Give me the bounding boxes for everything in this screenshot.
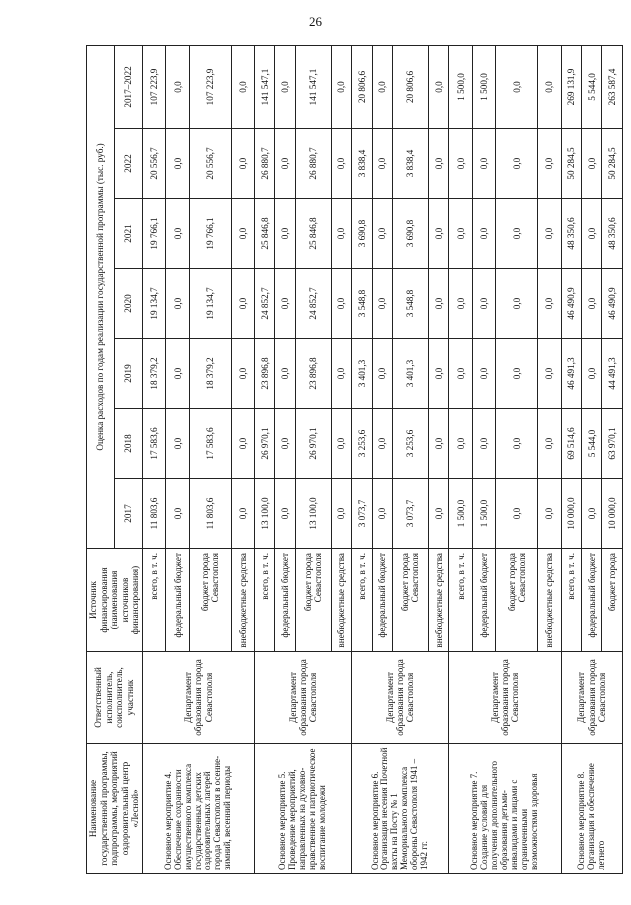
amount-cell: 26 880,7: [255, 129, 275, 199]
funding-source: внебюджетные средства: [428, 549, 448, 652]
amount-cell: 0,0: [428, 129, 448, 199]
amount-cell: 18 379,2: [142, 339, 165, 409]
amount-cell: 0,0: [449, 339, 472, 409]
header-year: 2022: [114, 129, 142, 199]
amount-cell: 46 490,9: [602, 269, 623, 339]
amount-cell: 0,0: [428, 269, 448, 339]
header-expense-estimate: Оценка расходов по годам реализации государственной программы (тыс. руб.): [87, 45, 115, 548]
amount-cell: 141 547,1: [255, 45, 275, 128]
activity-name: Основное мероприятие 7. Создание условий для получения дополнительного образования детьми-инвалидами и лицами с ограниченными возможностями здоровья: [449, 744, 561, 874]
amount-cell: 13 100,0: [295, 479, 331, 549]
table-row: [449, 45, 472, 873]
amount-cell: 20 556,7: [189, 129, 231, 199]
amount-cell: 0,0: [496, 45, 538, 128]
amount-cell: 69 514,6: [561, 409, 581, 479]
rotated-table-area: [86, 46, 617, 874]
amount-cell: 0,0: [428, 339, 448, 409]
funding-source: бюджет города Севастополя: [189, 549, 231, 652]
amount-cell: 0,0: [472, 269, 495, 339]
responsible-executor: Департамент образования города Севастополя: [352, 652, 449, 744]
amount-cell: 0,0: [166, 339, 189, 409]
amount-cell: 0,0: [166, 409, 189, 479]
amount-cell: 23 896,8: [255, 339, 275, 409]
amount-cell: 0,0: [166, 479, 189, 549]
responsible-executor: Департамент образования города Севастополя: [142, 652, 254, 744]
amount-cell: 20 556,7: [142, 129, 165, 199]
amount-cell: 0,0: [449, 199, 472, 269]
amount-cell: 0,0: [275, 269, 295, 339]
amount-cell: 0,0: [231, 479, 255, 549]
funding-source: бюджет города: [602, 549, 623, 652]
amount-cell: 50 284,5: [561, 129, 581, 199]
amount-cell: 26 970,1: [295, 409, 331, 479]
funding-source: всего, в т. ч.: [142, 549, 165, 652]
responsible-executor: Департамент образования города Севастополя: [255, 652, 352, 744]
amount-cell: 0,0: [166, 269, 189, 339]
table-body: [142, 45, 622, 873]
funding-source: федеральный бюджет: [166, 549, 189, 652]
amount-cell: 0,0: [372, 45, 392, 128]
amount-cell: 0,0: [449, 409, 472, 479]
amount-cell: 0,0: [331, 129, 351, 199]
table-row: [352, 45, 372, 873]
amount-cell: 269 131,9: [561, 45, 581, 128]
amount-cell: 20 806,6: [352, 45, 372, 128]
amount-cell: 0,0: [166, 199, 189, 269]
amount-cell: 0,0: [581, 479, 601, 549]
header-year: 2017: [114, 479, 142, 549]
amount-cell: 19 134,7: [189, 269, 231, 339]
amount-cell: 17 583,6: [142, 409, 165, 479]
amount-cell: 0,0: [537, 409, 561, 479]
amount-cell: 3 838,4: [352, 129, 372, 199]
amount-cell: 10 000,0: [561, 479, 581, 549]
amount-cell: 0,0: [331, 45, 351, 128]
amount-cell: 50 284,5: [602, 129, 623, 199]
amount-cell: 0,0: [496, 199, 538, 269]
amount-cell: 107 223,9: [189, 45, 231, 128]
amount-cell: 0,0: [331, 409, 351, 479]
amount-cell: 0,0: [231, 339, 255, 409]
amount-cell: 24 852,7: [255, 269, 275, 339]
amount-cell: 13 100,0: [255, 479, 275, 549]
activity-name: Основное мероприятие 5. Проведение мероприятий, направленных на духовно-нравственное и патриотическое воспитание молодежи: [255, 744, 352, 874]
table-row: [255, 45, 275, 873]
amount-cell: 0,0: [331, 199, 351, 269]
funding-source: всего, в т. ч.: [449, 549, 472, 652]
header-funding-source: Источник финансирования (наименования источников финансирования): [87, 549, 143, 652]
amount-cell: 18 379,2: [189, 339, 231, 409]
amount-cell: 0,0: [275, 479, 295, 549]
activity-name: Основное мероприятие 4. Обеспечение сохранности имущественного комплекса государственных детских оздоровительных лагерей города Севастополя в осенне-зимний, весенний периоды: [142, 744, 254, 874]
amount-cell: 0,0: [537, 45, 561, 128]
amount-cell: 0,0: [496, 269, 538, 339]
amount-cell: 3 548,8: [392, 269, 428, 339]
amount-cell: 26 970,1: [255, 409, 275, 479]
funding-source: внебюджетные средства: [537, 549, 561, 652]
amount-cell: 0,0: [428, 409, 448, 479]
funding-source: бюджет города Севастополя: [392, 549, 428, 652]
amount-cell: 0,0: [472, 339, 495, 409]
amount-cell: 48 350,6: [602, 199, 623, 269]
header-year: 2018: [114, 409, 142, 479]
amount-cell: 3 401,3: [392, 339, 428, 409]
amount-cell: 0,0: [231, 409, 255, 479]
amount-cell: 20 806,6: [392, 45, 428, 128]
activity-name: Основное мероприятие 8. Организация и обеспечение летнего: [561, 744, 622, 874]
amount-cell: 0,0: [331, 269, 351, 339]
amount-cell: 3 073,7: [352, 479, 372, 549]
amount-cell: 17 583,6: [189, 409, 231, 479]
funding-source: федеральный бюджет: [472, 549, 495, 652]
amount-cell: 3 838,4: [392, 129, 428, 199]
amount-cell: 0,0: [496, 129, 538, 199]
amount-cell: 46 491,3: [561, 339, 581, 409]
amount-cell: 24 852,7: [295, 269, 331, 339]
header-program-name: Наименование государственной программы, подпрограммы, мероприятий оздоровительный центр «Лесной»: [87, 744, 143, 874]
amount-cell: 19 766,1: [142, 199, 165, 269]
amount-cell: 10 000,0: [602, 479, 623, 549]
funding-source: всего, в т. ч.: [561, 549, 581, 652]
amount-cell: 0,0: [537, 339, 561, 409]
amount-cell: 5 544,0: [581, 45, 601, 128]
amount-cell: 1 500,0: [449, 479, 472, 549]
amount-cell: 11 803,6: [142, 479, 165, 549]
amount-cell: 3 548,8: [352, 269, 372, 339]
amount-cell: 0,0: [372, 129, 392, 199]
amount-cell: 44 491,3: [602, 339, 623, 409]
funding-source: бюджет города Севастополя: [496, 549, 538, 652]
amount-cell: 0,0: [231, 199, 255, 269]
amount-cell: 263 587,4: [602, 45, 623, 128]
amount-cell: 0,0: [372, 199, 392, 269]
amount-cell: 0,0: [231, 269, 255, 339]
header-executor: Ответственный исполнитель, соисполнитель, участник: [87, 652, 143, 744]
funding-source: федеральный бюджет: [581, 549, 601, 652]
amount-cell: 0,0: [581, 129, 601, 199]
amount-cell: 0,0: [231, 129, 255, 199]
table-row: [142, 45, 165, 873]
budget-table: [86, 45, 623, 874]
amount-cell: 0,0: [537, 199, 561, 269]
amount-cell: 0,0: [331, 479, 351, 549]
amount-cell: 0,0: [372, 269, 392, 339]
amount-cell: 0,0: [372, 409, 392, 479]
amount-cell: 0,0: [472, 199, 495, 269]
funding-source: бюджет города Севастополя: [295, 549, 331, 652]
amount-cell: 19 766,1: [189, 199, 231, 269]
funding-source: федеральный бюджет: [275, 549, 295, 652]
amount-cell: 0,0: [537, 269, 561, 339]
amount-cell: 0,0: [428, 479, 448, 549]
page-number: 26: [309, 14, 322, 29]
amount-cell: 0,0: [372, 479, 392, 549]
amount-cell: 0,0: [275, 129, 295, 199]
header-year: 2019: [114, 339, 142, 409]
amount-cell: 0,0: [166, 129, 189, 199]
amount-cell: 0,0: [275, 409, 295, 479]
amount-cell: 0,0: [331, 339, 351, 409]
amount-cell: 0,0: [496, 339, 538, 409]
amount-cell: 0,0: [537, 129, 561, 199]
amount-cell: 48 350,6: [561, 199, 581, 269]
funding-source: федеральный бюджет: [372, 549, 392, 652]
responsible-executor: Департамент образования города Севастополя: [449, 652, 561, 744]
amount-cell: 0,0: [581, 269, 601, 339]
header-year: 2020: [114, 269, 142, 339]
amount-cell: 1 500,0: [449, 45, 472, 128]
amount-cell: 1 500,0: [472, 479, 495, 549]
amount-cell: 0,0: [472, 409, 495, 479]
amount-cell: 5 544,0: [581, 409, 601, 479]
funding-source: внебюджетные средства: [231, 549, 255, 652]
amount-cell: 0,0: [537, 479, 561, 549]
amount-cell: 0,0: [472, 129, 495, 199]
amount-cell: 46 490,9: [561, 269, 581, 339]
amount-cell: 0,0: [428, 199, 448, 269]
amount-cell: 3 401,3: [352, 339, 372, 409]
activity-name: Основное мероприятие 6. Организация несения Почетной вахты на Посту № 1 Мемориального комплекса обороны Севастополя 1941 – 1942 гг.: [352, 744, 449, 874]
amount-cell: 0,0: [449, 129, 472, 199]
amount-cell: 0,0: [231, 45, 255, 128]
amount-cell: 107 223,9: [142, 45, 165, 128]
table-row: [561, 45, 581, 873]
amount-cell: 0,0: [428, 45, 448, 128]
funding-source: всего, в т. ч.: [255, 549, 275, 652]
amount-cell: 0,0: [449, 269, 472, 339]
amount-cell: 0,0: [372, 339, 392, 409]
amount-cell: 23 896,8: [295, 339, 331, 409]
funding-source: внебюджетные средства: [331, 549, 351, 652]
amount-cell: 3 690,8: [392, 199, 428, 269]
amount-cell: 25 846,8: [295, 199, 331, 269]
amount-cell: 0,0: [581, 199, 601, 269]
amount-cell: 63 970,1: [602, 409, 623, 479]
amount-cell: 0,0: [496, 409, 538, 479]
amount-cell: 26 880,7: [295, 129, 331, 199]
amount-cell: 0,0: [581, 339, 601, 409]
amount-cell: 0,0: [275, 199, 295, 269]
header-year: 2021: [114, 199, 142, 269]
amount-cell: 1 500,0: [472, 45, 495, 128]
amount-cell: 3 690,8: [352, 199, 372, 269]
amount-cell: 11 803,6: [189, 479, 231, 549]
header-year-total: 2017–2022: [114, 45, 142, 128]
amount-cell: 3 073,7: [392, 479, 428, 549]
amount-cell: 0,0: [275, 339, 295, 409]
amount-cell: 3 253,6: [392, 409, 428, 479]
amount-cell: 25 846,8: [255, 199, 275, 269]
amount-cell: 19 134,7: [142, 269, 165, 339]
amount-cell: 0,0: [496, 479, 538, 549]
responsible-executor: Департамент образования города Севастополя: [561, 652, 622, 744]
amount-cell: 0,0: [275, 45, 295, 128]
amount-cell: 0,0: [166, 45, 189, 128]
funding-source: всего, в т. ч.: [352, 549, 372, 652]
amount-cell: 3 253,6: [352, 409, 372, 479]
amount-cell: 141 547,1: [295, 45, 331, 128]
